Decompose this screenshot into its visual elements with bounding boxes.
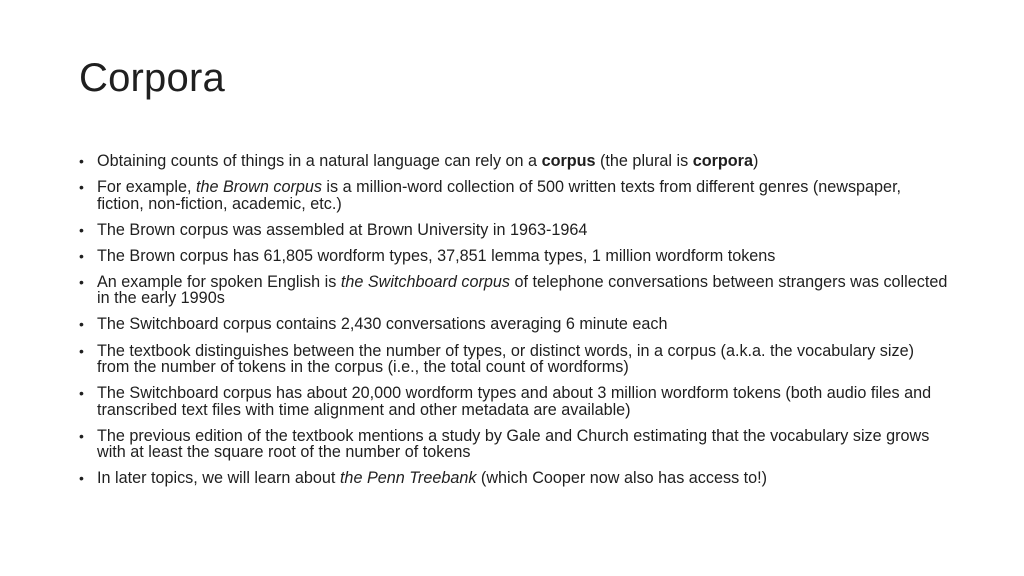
- bullet-text: An example for spoken English is: [97, 272, 341, 291]
- bullet-dot: •: [79, 470, 84, 487]
- bullet-dot: •: [79, 342, 84, 359]
- bullet-text: In later topics, we will learn about: [97, 469, 340, 488]
- bullet-text: The Switchboard corpus contains 2,430 conversations averaging 6 minute each: [97, 315, 668, 334]
- bullet-item: [79, 470, 949, 487]
- bullet-text: ): [753, 152, 759, 170]
- bullet-text: The textbook distinguishes between the number of types, or distinct words, in a corpus (a.k.a. the vocabulary size) from the number of tokens in the corpus (i.e., the total count of wordforms): [97, 341, 914, 377]
- slide-title: Corpora: [79, 56, 225, 100]
- bullet-dot: •: [79, 273, 84, 290]
- bold-term: corpus: [541, 152, 596, 170]
- bullet-dot: •: [79, 153, 84, 169]
- bullet-text: The Brown corpus has 61,805 wordform types, 37,851 lemma types, 1 million wordform tokens: [97, 246, 776, 265]
- bullet-item: [79, 274, 949, 307]
- bullet-item: [79, 343, 949, 376]
- italic-term: the Brown corpus: [195, 178, 322, 197]
- bullet-item: [79, 153, 949, 170]
- bullet-item: [79, 222, 949, 239]
- italic-term: the Switchboard corpus: [340, 272, 511, 291]
- bullet-dot: •: [79, 221, 84, 238]
- bullet-text: (the plural is: [595, 152, 693, 170]
- bullet-item: [79, 385, 949, 418]
- bullet-item: [79, 179, 949, 212]
- bullet-dot: •: [79, 247, 84, 264]
- bullet-item: [79, 316, 949, 333]
- bullet-text: For example,: [97, 178, 196, 197]
- bullet-text: of telephone conversations between strangers was collected in the early 1990s: [97, 272, 948, 308]
- bullet-list: [79, 153, 949, 496]
- bullet-text: The previous edition of the textbook mentions a study by Gale and Church estimating that the vocabulary size grows with at least the square root of the number of tokens: [97, 426, 930, 462]
- bullet-dot: •: [79, 427, 84, 444]
- bullet-item: [79, 428, 949, 461]
- bullet-text: The Brown corpus was assembled at Brown University in 1963-1964: [97, 220, 588, 239]
- italic-term: the Penn Treebank: [339, 469, 477, 488]
- bullet-text: is a million-word collection of 500 written texts from different genres (newspaper, fiction, non-fiction, academic, etc.): [97, 178, 902, 213]
- bullet-text: (which Cooper now also has access to!): [476, 469, 768, 488]
- bullet-dot: •: [79, 316, 84, 333]
- bullet-dot: •: [79, 385, 84, 402]
- bullet-dot: •: [79, 179, 84, 196]
- bold-term: corpora: [692, 152, 753, 170]
- bullet-item: [79, 248, 949, 265]
- bullet-text: The Switchboard corpus has about 20,000 wordform types and about 3 million wordform tokens (both audio files and transcribed text files with time alignment and other metadata are available): [97, 384, 932, 419]
- bullet-text: Obtaining counts of things in a natural language can rely on a: [97, 152, 542, 170]
